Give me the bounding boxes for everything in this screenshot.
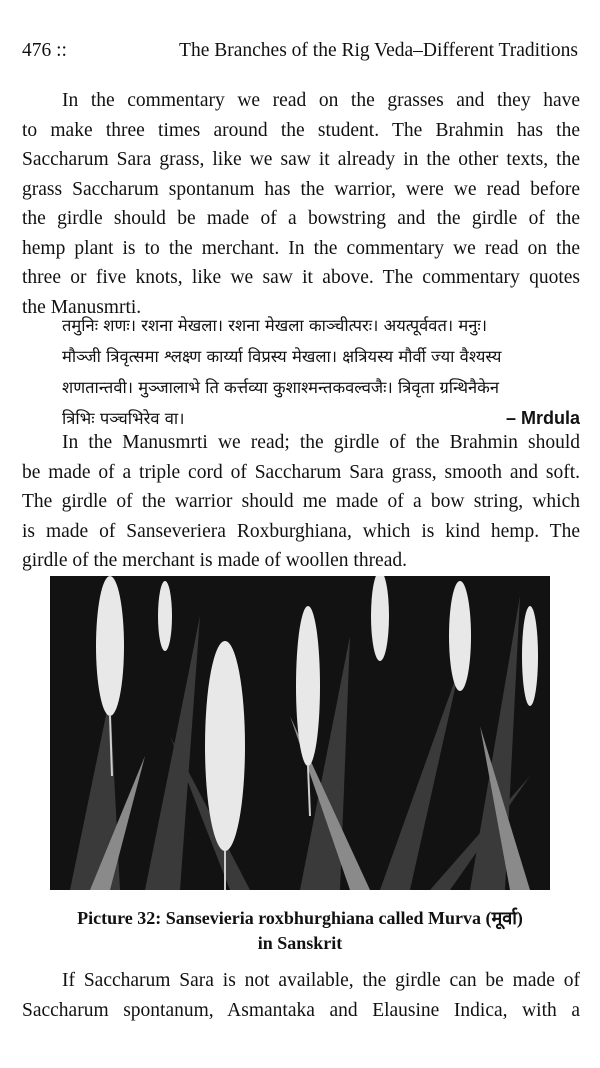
sanskrit-line: तमुनिः शणः। रशना मेखला। रशना मेखला काञ्चीत्परः। अयत्पूर्ववत। मनुः। bbox=[62, 316, 487, 335]
paragraph-commentary bbox=[22, 86, 580, 322]
text-line: to make three times around the student. The Brahmin has the bbox=[22, 119, 580, 141]
sanskrit-line: मौञ्जी त्रिवृत्समा श्लक्ष्ण कार्य्या विप्रस्य मेखला। क्षत्रियस्य मौर्वी ज्या वैश्यस्य bbox=[62, 347, 502, 366]
text-line: The girdle of the warrior should me made of a bow string, which bbox=[22, 491, 580, 512]
text-line: girdle of the merchant is made of woollen thread. bbox=[22, 550, 407, 571]
figure-caption bbox=[30, 906, 570, 956]
running-title: The Branches of the Rig Veda–Different Traditions bbox=[179, 40, 578, 61]
text-line: the Manusmrti. bbox=[22, 296, 142, 318]
text-line: the girdle should be made of a bowstring and the girdle of the bbox=[22, 208, 580, 229]
quote-author: – Mrdula bbox=[505, 408, 580, 428]
text-line: grass Saccharum spontanum has the warrior, were we read before bbox=[22, 178, 580, 200]
text-line: is made of Sanseveriera Roxburghiana, which is kind hemp. The bbox=[22, 520, 580, 542]
text-line: In the commentary we read on the grasses and they have bbox=[62, 90, 580, 111]
text-line: If Saccharum Sara is not available, the girdle can be made of bbox=[62, 970, 580, 991]
text-line: be made of a triple cord of Saccharum Sara grass, smooth and soft. bbox=[22, 461, 580, 483]
paragraph-manusmrti bbox=[22, 428, 580, 576]
plant-photograph bbox=[50, 576, 550, 890]
text-line: Saccharum Sara grass, like we saw it already in the other texts, the bbox=[22, 149, 580, 170]
text-line: three or five knots, like we saw it above. The commentary quotes bbox=[22, 267, 580, 288]
sansevieria-photo-illustration bbox=[50, 576, 550, 890]
caption-line: in Sanskrit bbox=[257, 933, 343, 953]
text-line: hemp plant is to the merchant. In the commentary we read on the bbox=[22, 237, 580, 259]
running-header bbox=[22, 40, 578, 62]
sanskrit-line: त्रिभिः पञ्चभिरेव वा। bbox=[62, 409, 185, 428]
paragraph-substitutes bbox=[22, 966, 580, 1025]
text-line: In the Manusmrti we read; the girdle of the Brahmin should bbox=[62, 432, 580, 453]
page-number: 476 :: bbox=[22, 40, 67, 61]
sanskrit-line: शणतान्तवी। मुञ्जालाभे ति कर्त्तव्या कुशाश्मन्तकवल्वजैः। त्रिवृता ग्रन्थिनैकेन bbox=[62, 378, 499, 397]
sanskrit-quote bbox=[62, 310, 580, 434]
caption-line: Picture 32: Sansevieria roxbhurghiana called Murva (मूर्वा) bbox=[77, 908, 523, 928]
text-line: Saccharum spontanum, Asmantaka and Elausine Indica, with a bbox=[22, 999, 580, 1021]
